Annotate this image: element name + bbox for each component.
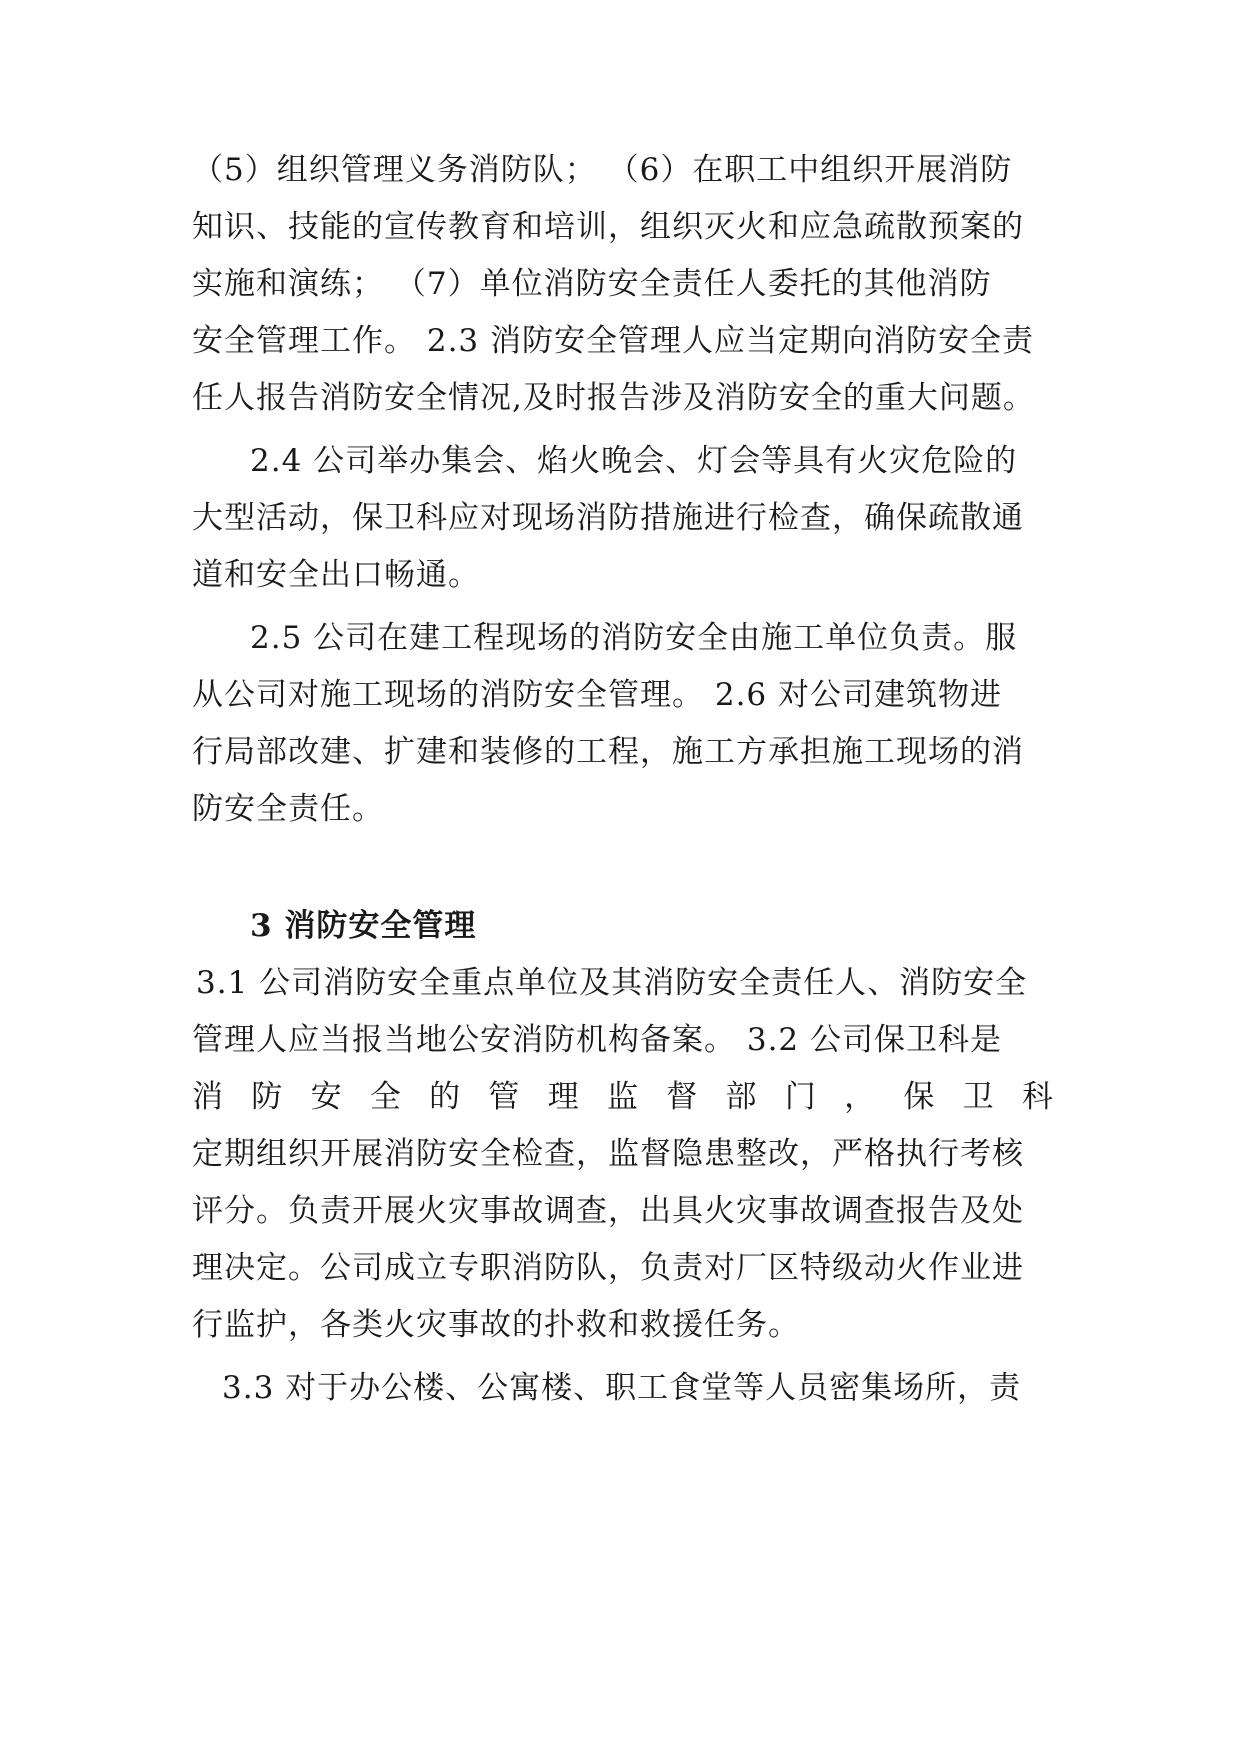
spaced-char: 全 bbox=[369, 1079, 402, 1115]
section-3-line-5: 评分。负责开展火灾事故调查，出具火灾事故调查报告及处 bbox=[192, 1193, 1024, 1229]
spaced-char: 消 bbox=[192, 1079, 224, 1115]
spaced-char: 理 bbox=[547, 1079, 580, 1115]
paragraph-2-5-line-3: 行局部改建、扩建和装修的工程，施工方承担施工现场的消 bbox=[192, 734, 1024, 770]
section-heading: 3 消防安全管理 bbox=[250, 908, 477, 944]
spaced-char: 科 bbox=[1021, 1079, 1054, 1115]
section-3-spaced-line bbox=[192, 1077, 1054, 1117]
section-3-line-4: 定期组织开展消防安全检查，监督隐患整改，严格执行考核 bbox=[192, 1136, 1024, 1172]
spaced-char: 部 bbox=[725, 1079, 758, 1115]
paragraph-2-4-line-2: 大型活动，保卫科应对现场消防措施进行检查，确保疏散通 bbox=[192, 500, 1024, 536]
paragraph-2-5-line-1: 2.5 公司在建工程现场的消防安全由施工单位负责。服 bbox=[250, 620, 1018, 656]
spaced-char: 安 bbox=[310, 1079, 343, 1115]
body-line-3: 实施和演练； （7）单位消防安全责任人委托的其他消防 bbox=[192, 266, 992, 302]
spaced-char: 门 bbox=[784, 1079, 817, 1115]
spaced-char: 保 bbox=[903, 1079, 936, 1115]
spaced-char: 督 bbox=[666, 1079, 699, 1115]
spaced-char: 管 bbox=[488, 1079, 521, 1115]
spaced-char: 监 bbox=[606, 1079, 639, 1115]
section-3-line-6: 理决定。公司成立专职消防队，负责对厂区特级动火作业进 bbox=[192, 1250, 1024, 1286]
paragraph-2-4-line-3: 道和安全出口畅通。 bbox=[192, 557, 480, 593]
spaced-char: 的 bbox=[429, 1079, 462, 1115]
spaced-char: 卫 bbox=[962, 1079, 995, 1115]
body-line-1: （5）组织管理义务消防队； （6）在职工中组织开展消防 bbox=[192, 152, 1013, 188]
spaced-char: ， bbox=[844, 1079, 877, 1115]
section-3-line-1: 3.1 公司消防安全重点单位及其消防安全责任人、消防安全 bbox=[196, 965, 1028, 1001]
paragraph-2-5-line-2: 从公司对施工现场的消防安全管理。 2.6 对公司建筑物进 bbox=[192, 677, 1003, 713]
paragraph-2-5-line-4: 防安全责任。 bbox=[192, 791, 384, 827]
section-3-line-2: 管理人应当报当地公安消防机构备案。 3.2 公司保卫科是 bbox=[192, 1022, 1003, 1058]
body-line-4: 安全管理工作。 2.3 消防安全管理人应当定期向消防安全责 bbox=[192, 323, 1035, 359]
section-3-line-7: 行监护，各类火灾事故的扑救和救援任务。 bbox=[192, 1307, 800, 1343]
body-line-5: 任人报告消防安全情况,及时报告涉及消防安全的重大问题。 bbox=[192, 380, 1035, 416]
paragraph-2-4-line-1: 2.4 公司举办集会、焰火晚会、灯会等具有火灾危险的 bbox=[250, 443, 1018, 479]
paragraph-3-3-line-1: 3.3 对于办公楼、公寓楼、职工食堂等人员密集场所，责 bbox=[222, 1370, 1022, 1406]
spaced-char: 防 bbox=[251, 1079, 284, 1115]
body-line-2: 知识、技能的宣传教育和培训，组织灭火和应急疏散预案的 bbox=[192, 209, 1024, 245]
